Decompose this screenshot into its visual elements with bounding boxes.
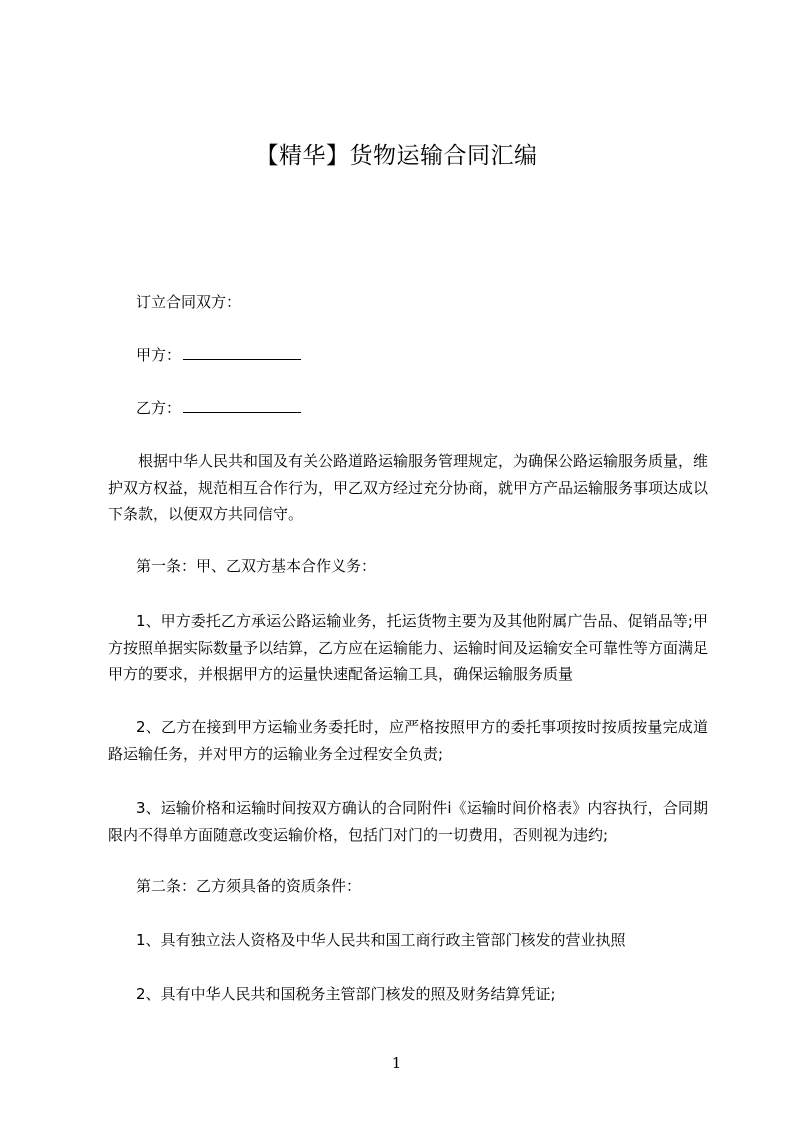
- article1-heading: 第一条：甲、乙双方基本合作义务：: [136, 557, 377, 575]
- party-a-label: 甲方：: [136, 346, 182, 364]
- article2-item: 1、具有独立法人资格及中华人民共和国工商行政主管部门核发的营业执照: [136, 931, 626, 949]
- party-b-line: [136, 398, 301, 418]
- page-number: 1: [391, 1054, 402, 1072]
- party-b-blank: [183, 398, 301, 413]
- parties-heading: 订立合同双方：: [136, 293, 242, 311]
- article1-item: 1、甲方委托乙方承运公路运输业务，托运货物主要为及其他附属广告品、促销品等;甲方按照单据实际数量予以结算，乙方应在运输能力、运输时间及运输安全可靠性等方面满足甲方的要求，并根据甲方的运量快速配备运输工具，确保运输服务质量: [108, 612, 709, 683]
- article1-item: 3、运输价格和运输时间按双方确认的合同附件ⅰ《运输时间价格表》内容执行，合同期限内不得单方面随意改变运输价格，包括门对门的一切费用，否则视为违约;: [108, 799, 708, 844]
- party-a-line: [136, 345, 301, 365]
- document-title: 【精华】货物运输合同汇编: [255, 143, 538, 169]
- article2-item: 2、具有中华人民共和国税务主管部门核发的照及财务结算凭证;: [136, 985, 556, 1003]
- article2-heading: 第二条：乙方须具备的资质条件：: [136, 877, 362, 895]
- intro-paragraph: 根据中华人民共和国及有关公路道路运输服务管理规定，为确保公路运输服务质量，维护双方权益，规范相互合作行为，甲乙双方经过充分协商，就甲方产品运输服务事项达成以下条款，以便双方共同信守。: [108, 452, 709, 523]
- party-b-label: 乙方：: [136, 399, 182, 417]
- party-a-blank: [183, 345, 301, 360]
- article1-item: 2、乙方在接到甲方运输业务委托时，应严格按照甲方的委托事项按时按质按量完成道路运输任务，并对甲方的运输业务全过程安全负责;: [108, 718, 708, 763]
